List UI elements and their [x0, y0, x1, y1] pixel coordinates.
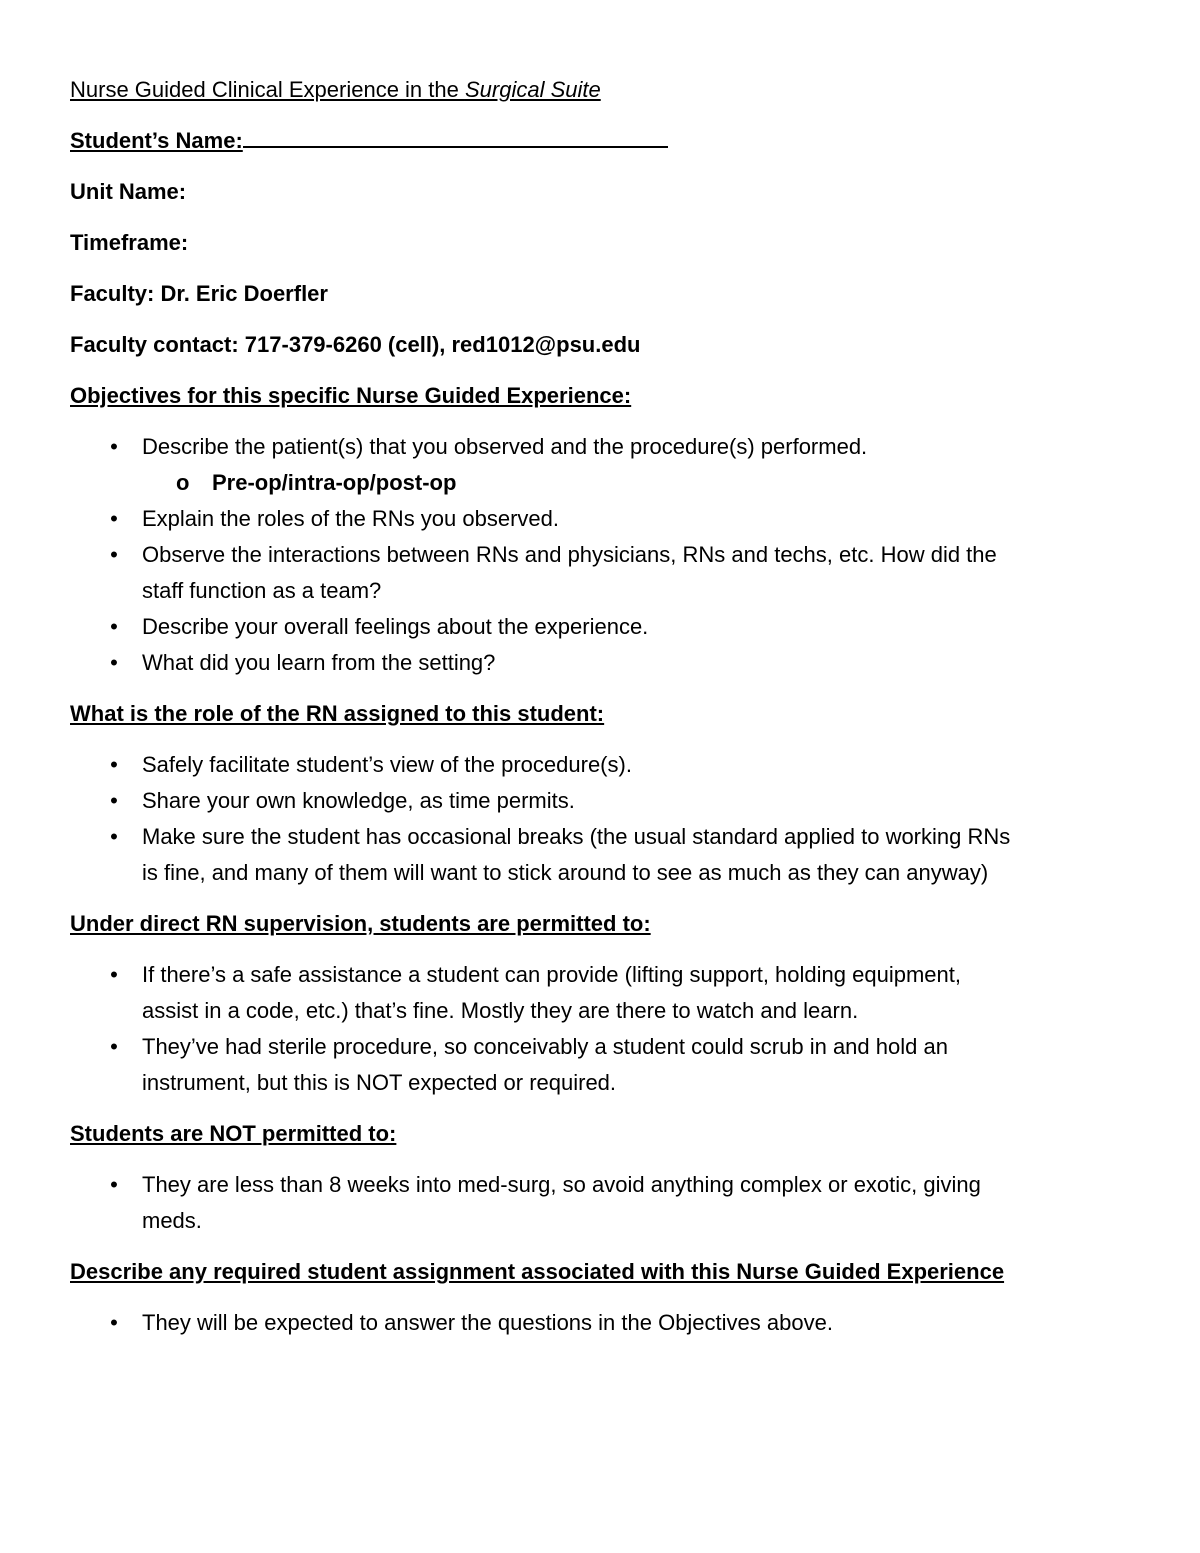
- title-prefix: Nurse Guided Clinical Experience in the: [70, 77, 465, 102]
- title-italic: Surgical Suite: [464, 77, 601, 102]
- list-item: • Describe your overall feelings about the experience.: [70, 609, 1140, 645]
- not-permitted-heading: Students are NOT permitted to:: [70, 1121, 397, 1146]
- list-item: • Make sure the student has occasional breaks (the usual standard applied to working RNs is fine, and many of them will want to stick around to see as much as they can anyway): [70, 819, 1140, 891]
- document-title: [70, 72, 1140, 108]
- circle-bullet-icon: o: [176, 470, 190, 495]
- list-item: • Observe the interactions between RNs and physicians, RNs and techs, etc. How did the staff function as a team?: [70, 537, 1140, 609]
- bullet-icon: •: [110, 788, 118, 813]
- not-permitted-list: [70, 1167, 1140, 1239]
- faculty-line: Faculty: Dr. Eric Doerfler: [70, 281, 328, 306]
- assignment-list: [70, 1305, 1140, 1341]
- list-item: • They’ve had sterile procedure, so conceivably a student could scrub in and hold an instrument, but this is NOT expected or required.: [70, 1029, 1140, 1101]
- rn-role-heading: What is the role of the RN assigned to this student:: [70, 701, 605, 726]
- bullet-icon: •: [110, 962, 118, 987]
- unit-name-field: Unit Name:: [70, 179, 187, 204]
- timeframe-field: Timeframe:: [70, 230, 189, 255]
- sub-list-item: o Pre-op/intra-op/post-op: [70, 465, 1140, 501]
- list-item: • They will be expected to answer the questions in the Objectives above.: [70, 1305, 1140, 1341]
- student-name-label: Student’s Name:: [70, 128, 243, 153]
- bullet-icon: •: [110, 542, 118, 567]
- bullet-icon: •: [110, 1172, 118, 1197]
- list-item: • Safely facilitate student’s view of the procedure(s).: [70, 747, 1140, 783]
- bullet-icon: •: [110, 650, 118, 675]
- list-item: • Explain the roles of the RNs you observed.: [70, 501, 1140, 537]
- list-item: • Describe the patient(s) that you observed and the procedure(s) performed. o Pre-op/intra-op/post-op: [70, 429, 1140, 501]
- objectives-list: [70, 429, 1140, 681]
- rn-role-list: [70, 747, 1140, 891]
- list-item: • What did you learn from the setting?: [70, 645, 1140, 681]
- document-page: [70, 72, 1140, 1356]
- faculty-contact-line: Faculty contact: 717-379-6260 (cell), red1012@psu.edu: [70, 332, 641, 357]
- student-name-blank: [243, 124, 668, 148]
- bullet-icon: •: [110, 752, 118, 777]
- bullet-icon: •: [110, 824, 118, 849]
- permitted-list: [70, 957, 1140, 1101]
- permitted-heading: Under direct RN supervision, students are permitted to:: [70, 911, 651, 936]
- bullet-icon: •: [110, 434, 118, 459]
- objectives-heading: Objectives for this specific Nurse Guided Experience:: [70, 383, 632, 408]
- list-item: • They are less than 8 weeks into med-surg, so avoid anything complex or exotic, giving meds.: [70, 1167, 1140, 1239]
- bullet-icon: •: [110, 614, 118, 639]
- assignment-heading: Describe any required student assignment associated with this Nurse Guided Experience: [70, 1259, 1005, 1284]
- bullet-icon: •: [110, 506, 118, 531]
- list-item: • Share your own knowledge, as time permits.: [70, 783, 1140, 819]
- bullet-icon: •: [110, 1310, 118, 1335]
- list-item: • If there’s a safe assistance a student can provide (lifting support, holding equipment, assist in a code, etc.) that’s fine. Mostly they are there to watch and learn.: [70, 957, 1140, 1029]
- bullet-icon: •: [110, 1034, 118, 1059]
- student-name-field: [70, 123, 1140, 159]
